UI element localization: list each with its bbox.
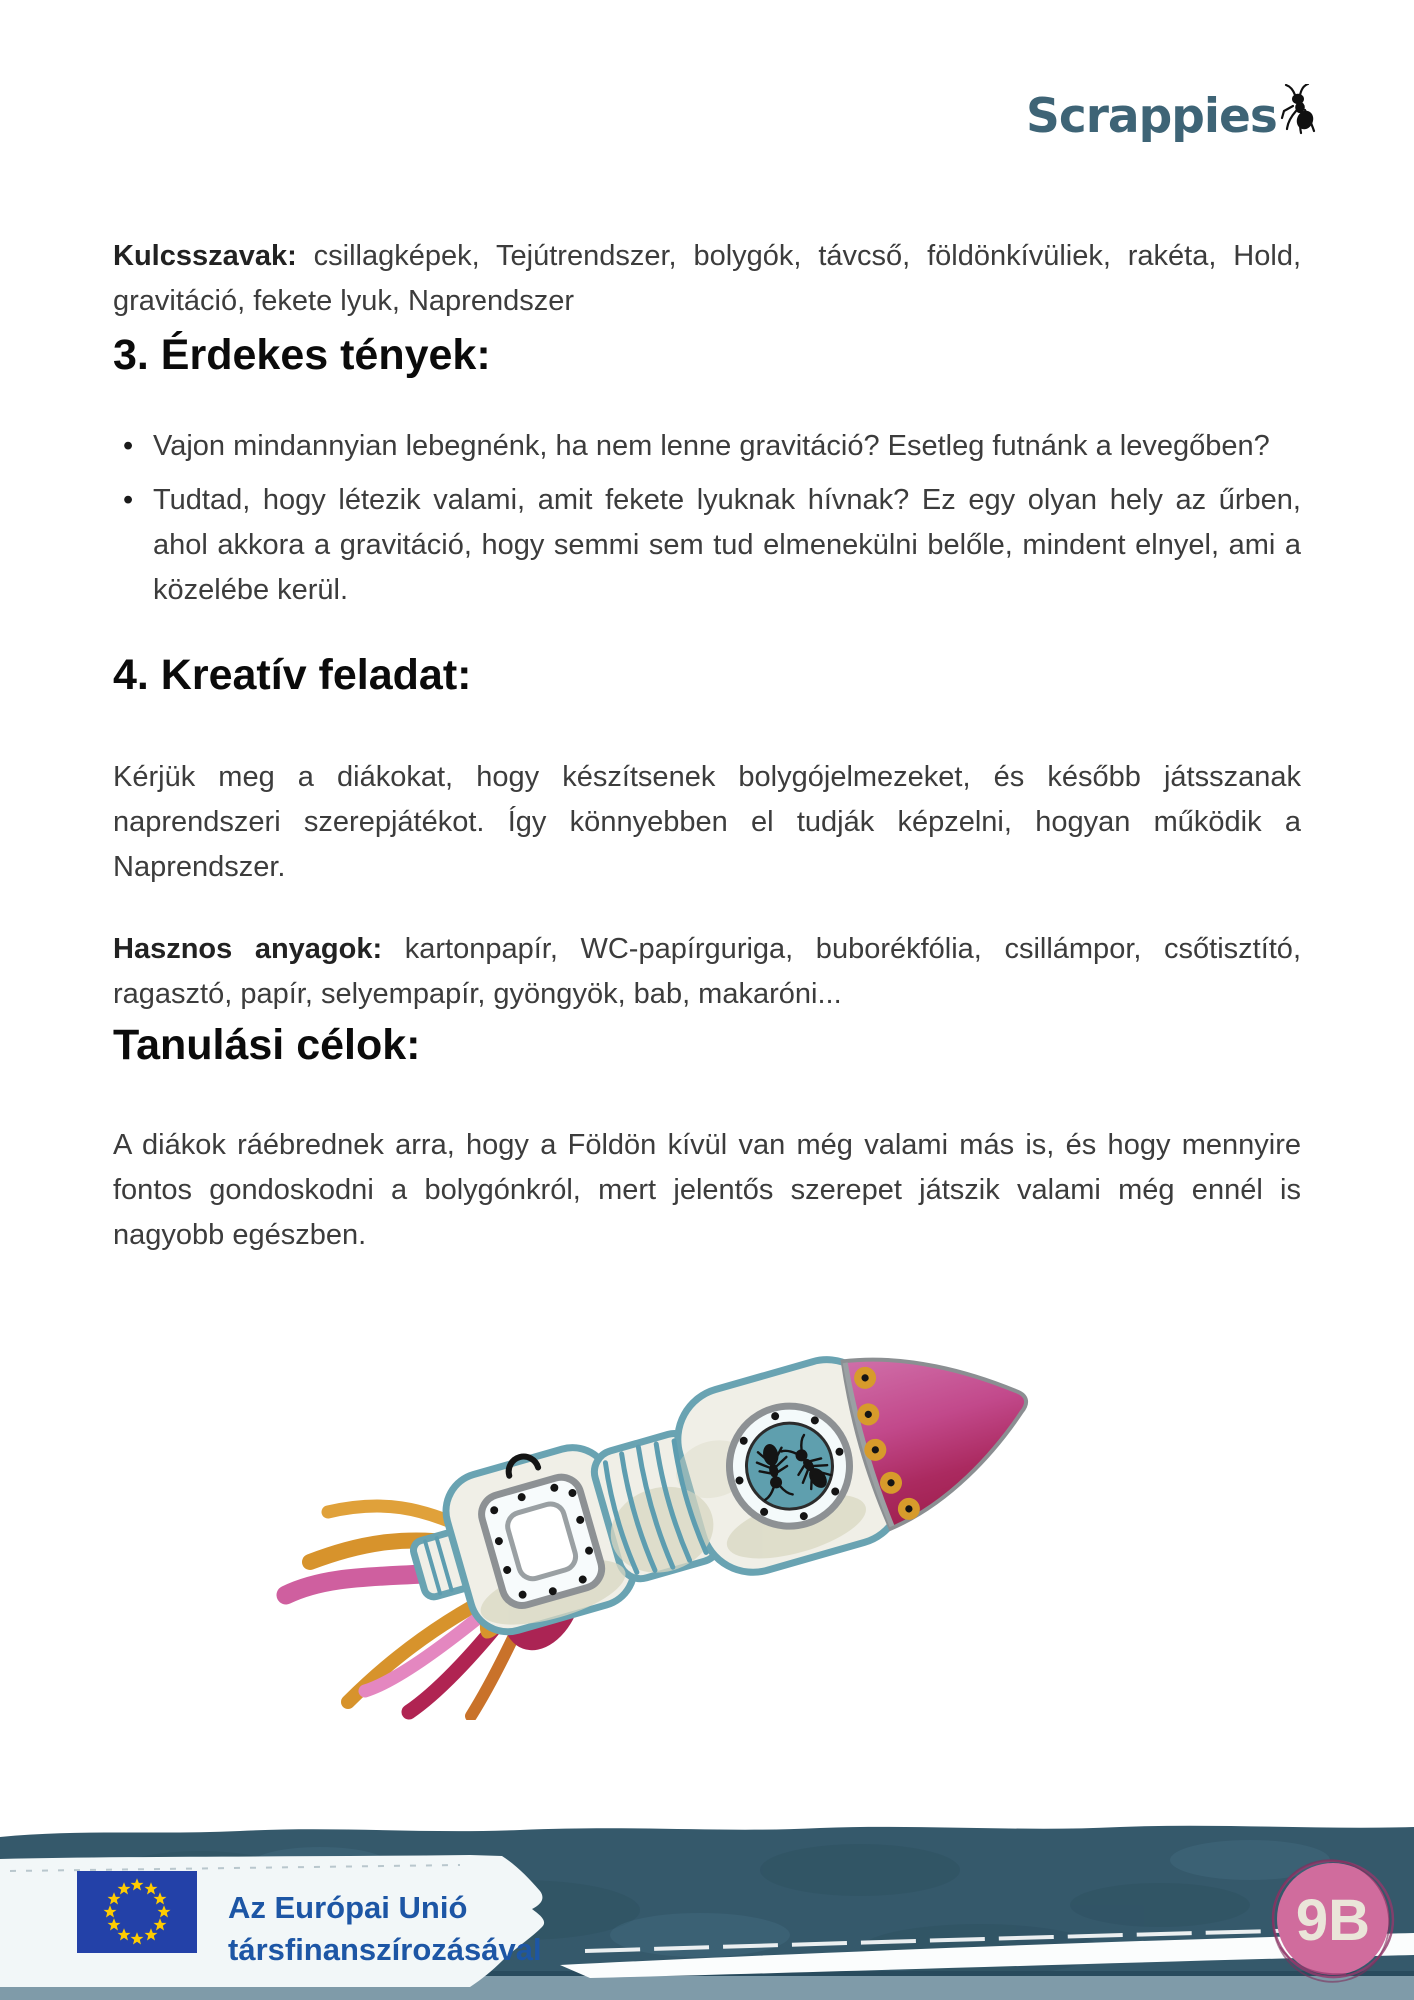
footer [0,1815,1414,2000]
materials-paragraph [113,927,1301,1017]
goals-heading: Tanulási célok: [113,1021,421,1069]
facts-heading: 3. Érdekes tények: [113,331,491,379]
materials-label: Hasznos anyagok: [113,933,383,965]
eu-funding-label [0,1855,544,1987]
facts-bullet-1: • Vajon mindannyian lebegnénk, ha nem lenne gravitáció? Esetleg futnánk a levegőben? [113,424,1301,469]
brand-wordmark: Scrappies [1026,89,1277,144]
keywords-label: Kulcsszavak: [113,240,297,272]
facts-bullet-2: • Tudtad, hogy létezik valami, amit fekete lyuknak hívnak? Ez egy olyan hely az űrben, ahol akkora a gravitáció, hogy semmi sem tud elmenekülni belőle, mindent elnyel, ami a közelébe kerül. [113,478,1301,613]
creative-paragraph: Kérjük meg a diákokat, hogy készítsenek bolygójelmezeket, és később játsszanak naprendszeri szerepjátékot. Így könnyebben el tudják képzelni, hogyan működik a Naprendszer. [113,761,1301,883]
facts-list [113,424,1301,622]
rocket-illustration [170,1250,1090,1720]
eu-funding-line1: Az Európai Unió [228,1890,468,1925]
ant-icon [1279,84,1321,136]
eu-funding-line2: társfinanszírozásával [228,1932,542,1967]
materials-text: kartonpapír, WC-papírguriga, buborékfólia, csillámpor, csőtisztító, ragasztó, papír, selyempapír, gyöngyök, bab, makaróni... [113,933,1301,1010]
goals-paragraph: A diákok ráébrednek arra, hogy a Földön kívül van még valami más is, és hogy mennyire fontos gondoskodni a bolygónkról, mert jelentős szerepet játszik valami még ennél is nagyobb egészben. [113,1129,1301,1251]
keywords-paragraph [113,234,1301,324]
eu-flag [77,1871,197,1953]
creative-heading: 4. Kreatív feladat: [113,651,472,699]
brand-logo [1026,84,1321,144]
keywords-text: csillagképek, Tejútrendszer, bolygók, távcső, földönkívüliek, rakéta, Hold, gravitáció, fekete lyuk, Naprendszer [113,240,1302,317]
badge-label: 9B [1295,1888,1371,1953]
